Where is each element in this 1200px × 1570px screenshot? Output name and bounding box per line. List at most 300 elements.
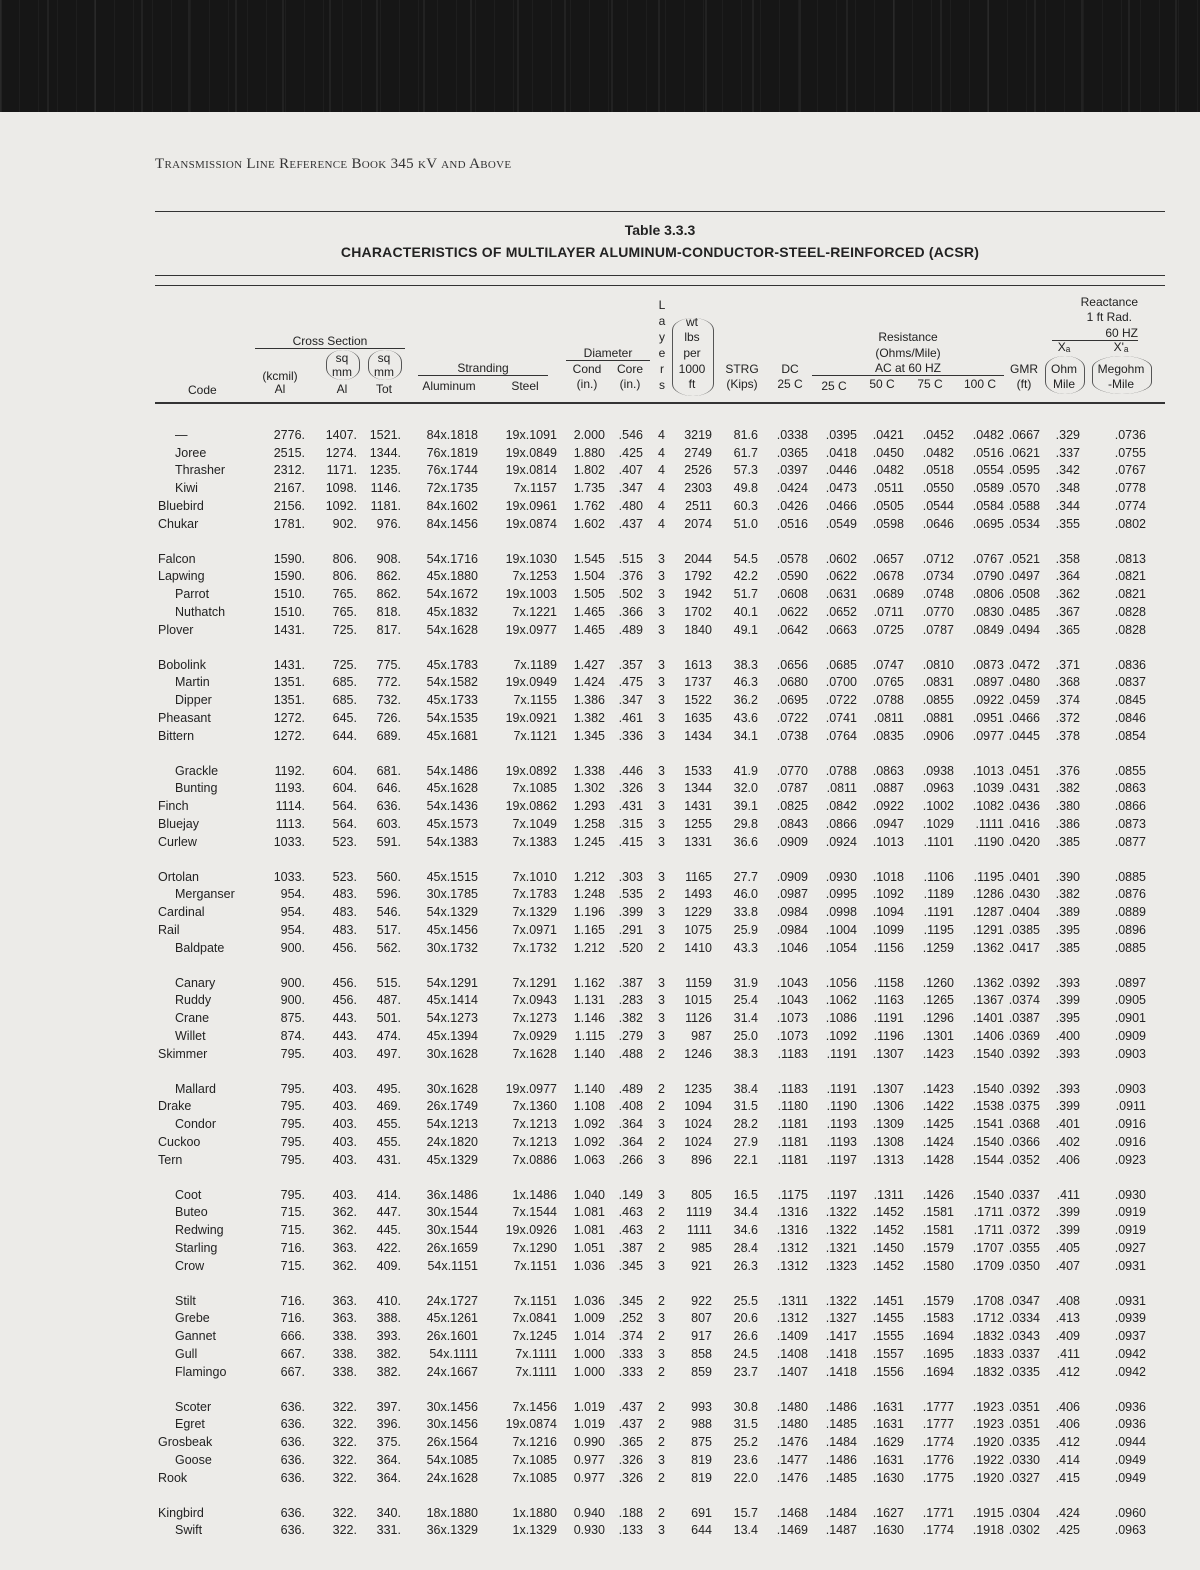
cell-diameter-core: .376 bbox=[618, 569, 643, 584]
cell-layers: 2 bbox=[658, 1293, 665, 1308]
header-ohms-mile: (Ohms/Mile) bbox=[875, 346, 941, 360]
cell-kcmil: 1033. bbox=[273, 869, 305, 884]
header-kips: (Kips) bbox=[726, 377, 758, 391]
cell-stranding-aluminum: 30x.1544 bbox=[426, 1205, 478, 1220]
cell-ac-50c: .1191 bbox=[873, 1011, 904, 1026]
cell-kcmil: 1272. bbox=[273, 728, 305, 743]
cell-diameter-cond: 1.602 bbox=[573, 516, 605, 531]
cell-gmr: .0595 bbox=[1008, 463, 1040, 478]
cell-diameter-core: .326 bbox=[618, 781, 643, 796]
cell-ac-50c: .0922 bbox=[872, 799, 904, 814]
cell-ac-100c: .0584 bbox=[972, 498, 1004, 513]
cell-weight: 1344 bbox=[684, 781, 712, 796]
cell-weight: 922 bbox=[691, 1293, 712, 1308]
cell-sq-mm-al: 363. bbox=[332, 1293, 357, 1308]
cell-stranding-aluminum: 76x.1744 bbox=[426, 463, 478, 478]
cell-ac-25c: .0622 bbox=[825, 569, 857, 584]
cell-ac-25c: .1322 bbox=[825, 1205, 857, 1220]
cell-ac-100c: .1833 bbox=[972, 1346, 1004, 1361]
cell-code: Thrasher bbox=[175, 463, 226, 478]
table-row bbox=[0, 585, 1200, 603]
cell-stranding-steel: 7x.1732 bbox=[512, 940, 557, 955]
cell-ac-75c: .1579 bbox=[922, 1240, 954, 1255]
cell-dc-25c: .0365 bbox=[776, 445, 808, 460]
table-row bbox=[0, 1115, 1200, 1133]
cell-stranding-aluminum: 54x.1436 bbox=[426, 799, 478, 814]
cell-ac-75c: .1581 bbox=[922, 1205, 954, 1220]
cell-ac-75c: .1694 bbox=[922, 1364, 954, 1379]
cell-diameter-core: .480 bbox=[618, 498, 643, 513]
cell-ac-75c: .0810 bbox=[922, 657, 954, 672]
cell-ac-100c: .1712 bbox=[972, 1311, 1004, 1326]
cell-xa-prime: .0930 bbox=[1114, 1187, 1146, 1202]
cell-weight: 1165 bbox=[685, 869, 712, 884]
cell-xa: .372 bbox=[1055, 710, 1080, 725]
cell-sq-mm-tot: 364. bbox=[376, 1452, 401, 1467]
cell-gmr: .0352 bbox=[1008, 1152, 1040, 1167]
cell-layers: 3 bbox=[658, 869, 665, 884]
cell-weight: 1024 bbox=[684, 1134, 712, 1149]
header-xa-unit1: Ohm bbox=[1050, 362, 1077, 376]
cell-code: Canary bbox=[175, 975, 216, 990]
cell-gmr: .0392 bbox=[1008, 975, 1040, 990]
cell-kcmil: 1781. bbox=[273, 516, 305, 531]
cell-diameter-core: .345 bbox=[618, 1258, 643, 1273]
cell-gmr: .0436 bbox=[1008, 799, 1040, 814]
cell-layers: 3 bbox=[658, 781, 665, 796]
cell-kcmil: 636. bbox=[280, 1523, 305, 1538]
header-reactance-60hz: 60 HZ bbox=[1052, 327, 1138, 341]
cell-ac-50c: .1452 bbox=[872, 1258, 904, 1273]
cell-gmr: .0375 bbox=[1008, 1099, 1040, 1114]
cell-xa: .402 bbox=[1055, 1134, 1080, 1149]
cell-weight: 2526 bbox=[684, 463, 712, 478]
cell-weight: 805 bbox=[691, 1187, 712, 1202]
cell-stranding-aluminum: 36x.1486 bbox=[426, 1187, 478, 1202]
cell-ac-100c: .1540 bbox=[972, 1046, 1004, 1061]
cell-ac-25c: .0995 bbox=[825, 887, 857, 902]
cell-diameter-cond: 1.092 bbox=[573, 1134, 605, 1149]
cell-sq-mm-tot: 393. bbox=[376, 1329, 401, 1344]
cell-sq-mm-tot: 414. bbox=[376, 1187, 401, 1202]
cell-diameter-core: .364 bbox=[618, 1117, 643, 1132]
cell-ac-75c: .1580 bbox=[922, 1258, 954, 1273]
cell-sq-mm-al: 322. bbox=[332, 1399, 357, 1414]
cell-code: Buteo bbox=[175, 1205, 208, 1220]
cell-sq-mm-tot: 862. bbox=[376, 569, 401, 584]
cell-kcmil: 716. bbox=[280, 1240, 305, 1255]
cell-ac-100c: .1362 bbox=[972, 940, 1004, 955]
cell-diameter-core: .489 bbox=[618, 1081, 643, 1096]
cell-xa-prime: .0854 bbox=[1114, 728, 1146, 743]
cell-sq-mm-tot: 388. bbox=[376, 1311, 401, 1326]
cell-ac-100c: .1920 bbox=[972, 1435, 1004, 1450]
cell-sq-mm-tot: 474. bbox=[376, 1028, 401, 1043]
cell-ac-50c: .0689 bbox=[872, 587, 904, 602]
cell-gmr: .0445 bbox=[1008, 728, 1040, 743]
cell-layers: 3 bbox=[658, 710, 665, 725]
cell-gmr: .0335 bbox=[1008, 1364, 1040, 1379]
cell-stranding-steel: 19x.0814 bbox=[505, 463, 557, 478]
cell-xa: .395 bbox=[1055, 922, 1080, 937]
cell-sq-mm-al: 1098. bbox=[325, 481, 357, 496]
cell-gmr: .0330 bbox=[1008, 1452, 1040, 1467]
cell-sq-mm-tot: 818. bbox=[376, 604, 401, 619]
cell-stranding-aluminum: 45x.1628 bbox=[426, 781, 478, 796]
cell-ac-50c: .0947 bbox=[872, 816, 904, 831]
cell-xa-prime: .0863 bbox=[1114, 781, 1146, 796]
cell-ac-50c: .1307 bbox=[872, 1046, 904, 1061]
cell-code: Joree bbox=[175, 445, 207, 460]
cell-layers: 2 bbox=[658, 1505, 665, 1520]
cell-code: Crane bbox=[175, 1011, 210, 1026]
cell-stranding-steel: 7x.1157 bbox=[513, 481, 557, 496]
cell-ac-100c: .0849 bbox=[972, 622, 1004, 637]
cell-dc-25c: .0738 bbox=[776, 728, 808, 743]
cell-stranding-aluminum: 18x.1880 bbox=[426, 1505, 478, 1520]
cell-kcmil: 2515. bbox=[273, 445, 305, 460]
cell-diameter-cond: 1.880 bbox=[573, 445, 605, 460]
cell-stranding-aluminum: 45x.1515 bbox=[426, 869, 478, 884]
cell-xa: .399 bbox=[1055, 1223, 1080, 1238]
cell-stranding-aluminum: 54x.1582 bbox=[426, 675, 478, 690]
cell-diameter-cond: 1.427 bbox=[573, 657, 605, 672]
cell-ac-75c: .1002 bbox=[922, 799, 954, 814]
cell-code: Stilt bbox=[175, 1293, 196, 1308]
cell-sq-mm-al: 456. bbox=[332, 993, 357, 1008]
table-row bbox=[0, 779, 1200, 797]
cell-diameter-core: .463 bbox=[618, 1205, 643, 1220]
cell-code: Swift bbox=[175, 1523, 203, 1538]
cell-ac-75c: .1581 bbox=[922, 1223, 954, 1238]
cell-dc-25c: .0787 bbox=[776, 781, 808, 796]
cell-ac-25c: .0811 bbox=[826, 781, 857, 796]
cell-strength: 28.2 bbox=[733, 1117, 758, 1132]
cell-dc-25c: .1181 bbox=[777, 1117, 808, 1132]
cell-dc-25c: .1312 bbox=[776, 1240, 808, 1255]
cell-gmr: .0368 bbox=[1008, 1117, 1040, 1132]
cell-diameter-core: .365 bbox=[618, 1435, 643, 1450]
cell-strength: 60.3 bbox=[733, 498, 758, 513]
cell-xa: .424 bbox=[1055, 1505, 1080, 1520]
cell-ac-100c: .1540 bbox=[972, 1187, 1004, 1202]
cell-ac-50c: .1455 bbox=[872, 1311, 904, 1326]
cell-diameter-cond: 0.990 bbox=[573, 1435, 605, 1450]
cell-sq-mm-al: 725. bbox=[332, 657, 357, 672]
cell-layers: 3 bbox=[658, 1452, 665, 1467]
cell-code: Cuckoo bbox=[158, 1134, 201, 1149]
cell-sq-mm-tot: 1235. bbox=[369, 463, 401, 478]
table-row bbox=[0, 797, 1200, 815]
cell-layers: 2 bbox=[658, 1399, 665, 1414]
cell-stranding-steel: 19x.0977 bbox=[505, 1081, 557, 1096]
cell-gmr: .0366 bbox=[1008, 1134, 1040, 1149]
cell-gmr: .0420 bbox=[1008, 834, 1040, 849]
cell-diameter-cond: 1.019 bbox=[573, 1399, 605, 1414]
cell-weight: 875 bbox=[691, 1435, 712, 1450]
cell-kcmil: 1431. bbox=[273, 622, 305, 637]
cell-kcmil: 874. bbox=[280, 1028, 305, 1043]
cell-ac-100c: .0482 bbox=[972, 428, 1004, 442]
cell-diameter-cond: 1.545 bbox=[573, 551, 605, 566]
cell-ac-75c: .1579 bbox=[922, 1293, 954, 1308]
cell-xa-prime: .0877 bbox=[1114, 834, 1146, 849]
cell-xa: .344 bbox=[1055, 498, 1080, 513]
table-row bbox=[0, 1292, 1200, 1310]
cell-ac-50c: .1306 bbox=[872, 1099, 904, 1114]
cell-xa: .380 bbox=[1055, 799, 1080, 814]
cell-layers: 3 bbox=[658, 551, 665, 566]
cell-sq-mm-tot: 591. bbox=[376, 834, 401, 849]
cell-ac-100c: .1711 bbox=[973, 1223, 1004, 1238]
cell-sq-mm-tot: 397. bbox=[376, 1399, 401, 1414]
cell-dc-25c: .0426 bbox=[776, 498, 808, 513]
cell-sq-mm-al: 403. bbox=[332, 1117, 357, 1132]
cell-dc-25c: .0770 bbox=[776, 763, 808, 778]
table-row bbox=[0, 1080, 1200, 1098]
cell-ac-100c: .1922 bbox=[972, 1452, 1004, 1467]
cell-strength: 31.4 bbox=[733, 1011, 758, 1026]
cell-xa-prime: .0855 bbox=[1114, 763, 1146, 778]
cell-weight: 2511 bbox=[685, 498, 712, 513]
cell-weight: 807 bbox=[691, 1311, 712, 1326]
cell-ac-100c: .1832 bbox=[972, 1329, 1004, 1344]
cell-sq-mm-tot: 501. bbox=[376, 1011, 401, 1026]
cell-code: Curlew bbox=[158, 834, 197, 849]
cell-sq-mm-tot: 497. bbox=[376, 1046, 401, 1061]
cell-xa-prime: .0897 bbox=[1114, 975, 1146, 990]
cell-ac-50c: .0678 bbox=[872, 569, 904, 584]
cell-diameter-cond: 1.165 bbox=[573, 922, 605, 937]
cell-diameter-core: .149 bbox=[618, 1187, 643, 1202]
header-sq-al: sq bbox=[335, 351, 349, 365]
cell-sq-mm-al: 765. bbox=[332, 604, 357, 619]
cell-ac-100c: .0806 bbox=[972, 587, 1004, 602]
cell-diameter-core: .303 bbox=[618, 869, 643, 884]
cell-code: Gannet bbox=[175, 1329, 217, 1344]
table-row bbox=[0, 1027, 1200, 1045]
cell-xa-prime: .0911 bbox=[1115, 1099, 1146, 1114]
header-1000: 1000 bbox=[678, 362, 706, 376]
cell-stranding-aluminum: 30x.1456 bbox=[426, 1417, 478, 1432]
cell-sq-mm-tot: 1521. bbox=[369, 428, 401, 442]
cell-ac-75c: .1423 bbox=[922, 1046, 954, 1061]
cell-diameter-cond: 1.245 bbox=[573, 834, 605, 849]
cell-code: Falcon bbox=[158, 551, 196, 566]
cell-ac-25c: .1054 bbox=[825, 940, 857, 955]
cell-layers: 3 bbox=[658, 657, 665, 672]
cell-stranding-steel: 19x.0862 bbox=[505, 799, 557, 814]
header-sq-al-sub: Al bbox=[336, 382, 348, 396]
cell-kcmil: 2776. bbox=[273, 428, 305, 442]
cell-layers: 4 bbox=[658, 481, 665, 496]
cell-code: Lapwing bbox=[158, 569, 205, 584]
cell-code: — bbox=[175, 428, 188, 442]
cell-layers: 2 bbox=[658, 1223, 665, 1238]
cell-dc-25c: .0642 bbox=[776, 622, 808, 637]
cell-weight: 859 bbox=[691, 1364, 712, 1379]
cell-kcmil: 954. bbox=[280, 922, 305, 937]
cell-sq-mm-tot: 681. bbox=[376, 763, 401, 778]
cell-xa: .411 bbox=[1056, 1346, 1080, 1361]
cell-ac-50c: .0725 bbox=[872, 622, 904, 637]
cell-ac-50c: .0511 bbox=[873, 481, 904, 496]
cell-strength: 25.9 bbox=[733, 922, 758, 937]
cell-strength: 40.1 bbox=[733, 604, 758, 619]
cell-strength: 22.1 bbox=[733, 1152, 758, 1167]
cell-xa-prime: .0960 bbox=[1114, 1505, 1146, 1520]
cell-diameter-cond: 1.802 bbox=[573, 463, 605, 478]
cell-ac-50c: .0811 bbox=[873, 710, 904, 725]
cell-code: Grebe bbox=[175, 1311, 210, 1326]
cell-sq-mm-al: 725. bbox=[332, 622, 357, 637]
cell-dc-25c: .1181 bbox=[777, 1134, 808, 1149]
cell-dc-25c: .1311 bbox=[777, 1293, 808, 1308]
cell-code: Cardinal bbox=[158, 905, 205, 920]
cell-ac-50c: .1631 bbox=[872, 1452, 904, 1467]
cell-xa: .393 bbox=[1055, 1046, 1080, 1061]
cell-xa-prime: .0873 bbox=[1114, 816, 1146, 831]
cell-dc-25c: .1477 bbox=[776, 1452, 808, 1467]
cell-kcmil: 1272. bbox=[273, 710, 305, 725]
cell-code: Willet bbox=[175, 1028, 206, 1043]
header-diam-unit-core: (in.) bbox=[619, 377, 641, 391]
cell-xa-prime: .0919 bbox=[1114, 1223, 1146, 1238]
cell-xa-prime: .0923 bbox=[1114, 1152, 1146, 1167]
cell-ac-75c: .1771 bbox=[922, 1505, 954, 1520]
cell-code: Coot bbox=[175, 1187, 202, 1202]
cell-xa: .378 bbox=[1055, 728, 1080, 743]
cell-xa: .371 bbox=[1055, 657, 1080, 672]
cell-strength: 33.8 bbox=[733, 905, 758, 920]
cell-stranding-steel: 7x.1221 bbox=[512, 604, 557, 619]
cell-diameter-cond: 1.386 bbox=[573, 693, 605, 708]
cell-xa: .415 bbox=[1055, 1470, 1080, 1485]
cell-kcmil: 636. bbox=[280, 1435, 305, 1450]
cell-code: Ortolan bbox=[158, 869, 199, 884]
cell-layers: 4 bbox=[658, 498, 665, 513]
cell-diameter-core: .502 bbox=[618, 587, 643, 602]
cell-code: Drake bbox=[158, 1099, 192, 1114]
cell-sq-mm-tot: 515. bbox=[376, 975, 401, 990]
cell-code: Merganser bbox=[175, 887, 235, 902]
cell-diameter-core: .291 bbox=[618, 922, 643, 937]
cell-xa-prime: .0949 bbox=[1114, 1452, 1146, 1467]
table-row bbox=[0, 1504, 1200, 1522]
header-strg: STRG bbox=[725, 362, 759, 376]
cell-diameter-cond: 1.505 bbox=[573, 587, 605, 602]
cell-weight: 1493 bbox=[684, 887, 712, 902]
cell-stranding-steel: 7x.0841 bbox=[512, 1311, 557, 1326]
cell-layers: 4 bbox=[658, 428, 665, 442]
cell-strength: 42.2 bbox=[733, 569, 758, 584]
header-gmr-unit: (ft) bbox=[1016, 377, 1032, 391]
cell-sq-mm-tot: 603. bbox=[376, 816, 401, 831]
cell-weight: 1434 bbox=[684, 728, 712, 743]
cell-diameter-cond: 1.036 bbox=[573, 1293, 605, 1308]
cell-ac-25c: .0473 bbox=[825, 481, 857, 496]
cell-stranding-aluminum: 45x.1456 bbox=[426, 922, 478, 937]
cell-gmr: .0355 bbox=[1008, 1240, 1040, 1255]
cell-ac-50c: .1013 bbox=[872, 834, 904, 849]
cell-stranding-aluminum: 84x.1818 bbox=[426, 428, 478, 442]
header-xa-unit2: Mile bbox=[1052, 377, 1075, 391]
cell-xa-prime: .0901 bbox=[1114, 1011, 1146, 1026]
table-row bbox=[0, 1009, 1200, 1027]
cell-weight: 1792 bbox=[684, 569, 712, 584]
cell-weight: 2074 bbox=[684, 516, 712, 531]
cell-code: Chukar bbox=[158, 516, 199, 531]
cell-stranding-steel: 7x.1253 bbox=[512, 569, 557, 584]
cell-stranding-aluminum: 84x.1456 bbox=[426, 516, 478, 531]
table-row bbox=[0, 691, 1200, 709]
cell-ac-25c: .0741 bbox=[825, 710, 857, 725]
cell-ac-100c: .1540 bbox=[972, 1081, 1004, 1096]
cell-weight: 1431 bbox=[684, 799, 712, 814]
cell-ac-100c: .1538 bbox=[972, 1099, 1004, 1114]
cell-gmr: .0497 bbox=[1008, 569, 1040, 584]
table-row bbox=[0, 656, 1200, 674]
cell-dc-25c: .0843 bbox=[776, 816, 808, 831]
cell-diameter-cond: 1.465 bbox=[573, 622, 605, 637]
cell-strength: 25.5 bbox=[733, 1293, 758, 1308]
cell-ac-25c: .1092 bbox=[825, 1028, 857, 1043]
table-row bbox=[0, 1469, 1200, 1487]
table-number: Table 3.3.3 bbox=[624, 222, 696, 238]
running-header: Transmission Line Reference Book 345 kV and Above bbox=[155, 156, 512, 172]
cell-ac-100c: .1708 bbox=[972, 1293, 1004, 1308]
cell-kcmil: 716. bbox=[280, 1311, 305, 1326]
cell-weight: 1246 bbox=[684, 1046, 712, 1061]
cell-strength: 43.6 bbox=[733, 710, 758, 725]
table-row bbox=[0, 885, 1200, 903]
cell-weight: 1533 bbox=[684, 763, 712, 778]
cell-sq-mm-al: 443. bbox=[332, 1011, 357, 1026]
cell-stranding-steel: 7x.1360 bbox=[512, 1099, 557, 1114]
cell-ac-100c: .1406 bbox=[972, 1028, 1004, 1043]
cell-diameter-cond: 0.977 bbox=[573, 1452, 605, 1467]
cell-sq-mm-tot: 396. bbox=[376, 1417, 401, 1432]
table-row bbox=[0, 939, 1200, 957]
cell-kcmil: 716. bbox=[280, 1293, 305, 1308]
header-diam-unit-cond: (in.) bbox=[576, 377, 598, 391]
cell-ac-75c: .0770 bbox=[922, 604, 954, 619]
cell-stranding-aluminum: 76x.1819 bbox=[426, 445, 478, 460]
cell-code: Condor bbox=[175, 1117, 216, 1132]
header-mm-tot: mm bbox=[374, 365, 394, 379]
cell-dc-25c: .1183 bbox=[777, 1046, 808, 1061]
cell-layers: 3 bbox=[658, 763, 665, 778]
cell-xa-prime: .0931 bbox=[1114, 1293, 1146, 1308]
cell-sq-mm-al: 322. bbox=[332, 1417, 357, 1432]
cell-strength: 26.6 bbox=[733, 1329, 758, 1344]
cell-sq-mm-tot: 908. bbox=[376, 551, 401, 566]
header-diameter: Diameter bbox=[566, 347, 650, 361]
cell-diameter-core: .546 bbox=[618, 428, 643, 442]
cell-diameter-cond: 1.036 bbox=[573, 1258, 605, 1273]
cell-sq-mm-tot: 410. bbox=[376, 1293, 401, 1308]
cell-xa: .374 bbox=[1055, 693, 1080, 708]
cell-sq-mm-tot: 409. bbox=[376, 1258, 401, 1273]
cell-code: Bunting bbox=[175, 781, 218, 796]
cell-weight: 1255 bbox=[684, 816, 712, 831]
table-row bbox=[0, 709, 1200, 727]
cell-dc-25c: .0622 bbox=[776, 604, 808, 619]
table-row bbox=[0, 1327, 1200, 1345]
cell-ac-75c: .1301 bbox=[922, 1028, 954, 1043]
cell-strength: 26.3 bbox=[733, 1258, 758, 1273]
cell-code: Kiwi bbox=[175, 481, 198, 496]
